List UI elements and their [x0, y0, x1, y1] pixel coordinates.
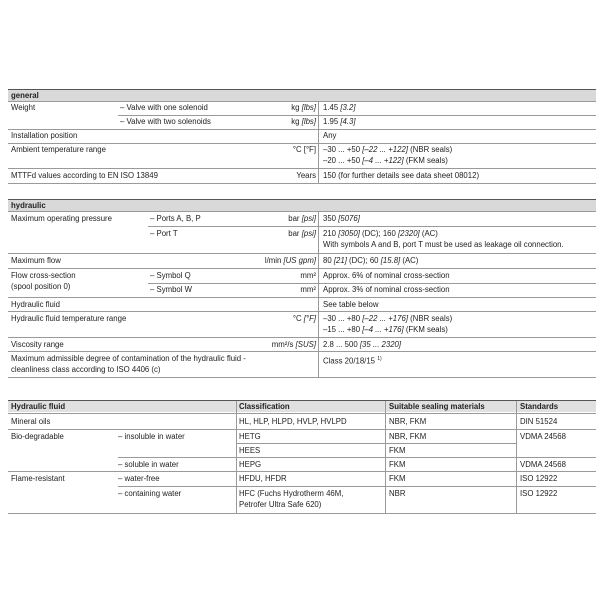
fluid-table-header-band — [8, 401, 596, 412]
max-pressure-unit1: bar [psi] — [288, 214, 316, 223]
bio-soluble-standard: VDMA 24568 — [520, 460, 566, 469]
fluid-label: Hydraulic fluid — [11, 300, 60, 309]
flame-water-free-sub: – water-free — [118, 474, 160, 483]
bio-hepg-sealing: FKM — [389, 460, 406, 469]
max-flow-value: 80 [21] (DC); 60 [15.8] (AC) — [323, 256, 419, 265]
column-divider — [318, 211, 319, 377]
bio-soluble-sub: – soluble in water — [118, 460, 179, 469]
flame-containing-water-sub: – containing water — [118, 489, 182, 498]
fluid-value: See table below — [323, 300, 379, 309]
header-sealing-materials: Suitable sealing materials — [389, 402, 485, 411]
row-divider — [148, 226, 596, 227]
row-divider — [8, 297, 596, 298]
row-divider — [8, 253, 596, 254]
row-divider — [236, 443, 516, 444]
ambient-label: Ambient temperature range — [11, 145, 106, 154]
mineral-standard: DIN 51524 — [520, 417, 558, 426]
max-pressure-unit2: bar [psi] — [288, 229, 316, 238]
row-divider — [8, 337, 596, 338]
cross-section-label-sub: (spool position 0) — [11, 282, 71, 291]
bio-insoluble-sub: – insoluble in water — [118, 432, 185, 441]
bio-insoluble-standard: VDMA 24568 — [520, 432, 566, 441]
bio-hepg-classification: HEPG — [239, 460, 262, 469]
cross-section-symbol-w: – Symbol W — [150, 285, 193, 294]
viscosity-unit: mm²/s [SUS] — [271, 340, 316, 349]
header-classification: Classification — [239, 402, 290, 411]
install-label: Installation position — [11, 131, 78, 140]
row-divider — [8, 101, 596, 102]
flame-hfc-classification-cont: Petrofer Ultra Safe 620) — [239, 500, 322, 509]
mttf-label: MTTFd values according to EN ISO 13849 — [11, 171, 158, 180]
max-pressure-ports-sub: – Ports A, B, P — [150, 214, 201, 223]
row-divider — [8, 143, 596, 144]
general-heading: general — [8, 90, 596, 101]
row-divider — [8, 211, 596, 212]
cross-section-symbol-q: – Symbol Q — [150, 271, 191, 280]
fluid-mineral-oils: Mineral oils — [11, 417, 51, 426]
weight-one-sub: – Valve with one solenoid — [120, 103, 208, 112]
hydraulic-heading: hydraulic — [8, 200, 596, 211]
bio-hetg-sealing: NBR, FKM — [389, 432, 427, 441]
contamination-label: Maximum admissible degree of contamination of the hydraulic fluid - — [11, 354, 246, 363]
cross-section-value1: Approx. 6% of nominal cross-section — [323, 271, 450, 280]
row-divider — [8, 168, 596, 169]
max-pressure-label: Maximum operating pressure — [11, 214, 112, 223]
contamination-label-sub: cleanliness class according to ISO 4406 (c) — [11, 365, 161, 374]
header-hydraulic-fluid: Hydraulic fluid — [11, 402, 66, 411]
weight-two-value: 1.95 [4.3] — [323, 117, 356, 126]
fluid-bio-degradable: Bio-degradable — [11, 432, 64, 441]
flame-hfdu-classification: HFDU, HFDR — [239, 474, 287, 483]
row-divider — [118, 115, 596, 116]
bio-hees-sealing: FKM — [389, 446, 406, 455]
ambient-unit: °C [°F] — [292, 145, 316, 154]
row-divider — [8, 129, 596, 130]
mttf-unit: Years — [296, 171, 316, 180]
weight-two-sub: – Valve with two solenoids — [120, 117, 211, 126]
column-divider — [236, 401, 237, 513]
weight-two-unit: kg [lbs] — [291, 117, 316, 126]
weight-one-unit: kg [lbs] — [291, 103, 316, 112]
row-divider — [118, 457, 596, 458]
flame-hfdu-sealing: FKM — [389, 474, 406, 483]
weight-label: Weight — [11, 103, 36, 112]
viscosity-label: Viscosity range — [11, 340, 64, 349]
row-divider — [8, 513, 596, 514]
max-pressure-value2: 210 [3050] (DC); 160 [2320] (AC) — [323, 229, 438, 238]
row-divider — [8, 268, 596, 269]
column-divider — [516, 401, 517, 513]
max-flow-label: Maximum flow — [11, 256, 61, 265]
cross-section-value2: Approx. 3% of nominal cross-section — [323, 285, 450, 294]
max-pressure-note: With symbols A and B, port T must be used as leakage oil connection. — [323, 240, 564, 249]
flame-hfc-sealing: NBR — [389, 489, 406, 498]
flame-hfc-classification: HFC (Fuchs Hydrotherm 46M, — [239, 489, 344, 498]
column-divider — [385, 401, 386, 513]
max-flow-unit: l/min [US gpm] — [264, 256, 316, 265]
ambient-value-nbr: –30 ... +50 [–22 ... +122] (NBR seals) — [323, 145, 453, 154]
header-standards: Standards — [520, 402, 559, 411]
cross-section-unit1: mm² — [300, 271, 316, 280]
row-divider — [148, 283, 596, 284]
install-value: Any — [323, 131, 337, 140]
fluid-temp-label: Hydraulic fluid temperature range — [11, 314, 127, 323]
bio-hees-classification: HEES — [239, 446, 261, 455]
row-divider — [8, 311, 596, 312]
flame-water-free-standard: ISO 12922 — [520, 474, 558, 483]
fluid-flame-resistant: Flame-resistant — [11, 474, 65, 483]
mttf-value: 150 (for further details see data sheet 08012) — [323, 171, 480, 180]
mineral-classification: HL, HLP, HLPD, HVLP, HVLPD — [239, 417, 347, 426]
flame-containing-water-standard: ISO 12922 — [520, 489, 558, 498]
bio-hetg-classification: HETG — [239, 432, 261, 441]
ambient-value-fkm: –20 ... +50 [–4 ... +122] (FKM seals) — [323, 156, 448, 165]
max-pressure-port-t-sub: – Port T — [150, 229, 178, 238]
column-divider — [318, 101, 319, 183]
max-pressure-value1: 350 [5076] — [323, 214, 360, 223]
weight-one-value: 1.45 [3.2] — [323, 103, 356, 112]
row-divider — [8, 471, 596, 472]
row-divider — [8, 429, 596, 430]
row-divider — [8, 351, 596, 352]
fluid-temp-nbr: –30 ... +80 [–22 ... +176] (NBR seals) — [323, 314, 453, 323]
row-divider — [8, 377, 596, 378]
fluid-temp-fkm: –15 ... +80 [–4 ... +176] (FKM seals) — [323, 325, 448, 334]
fluid-temp-unit: °C [°F] — [292, 314, 316, 323]
cross-section-label: Flow cross-section — [11, 271, 76, 280]
row-divider — [8, 183, 596, 184]
mineral-sealing: NBR, FKM — [389, 417, 427, 426]
row-divider — [8, 413, 596, 414]
viscosity-value: 2.8 ... 500 [35 ... 2320] — [323, 340, 402, 349]
cross-section-unit2: mm² — [300, 285, 316, 294]
row-divider — [118, 486, 596, 487]
contamination-value: Class 20/18/15 $^{1)}$ — [323, 356, 382, 366]
